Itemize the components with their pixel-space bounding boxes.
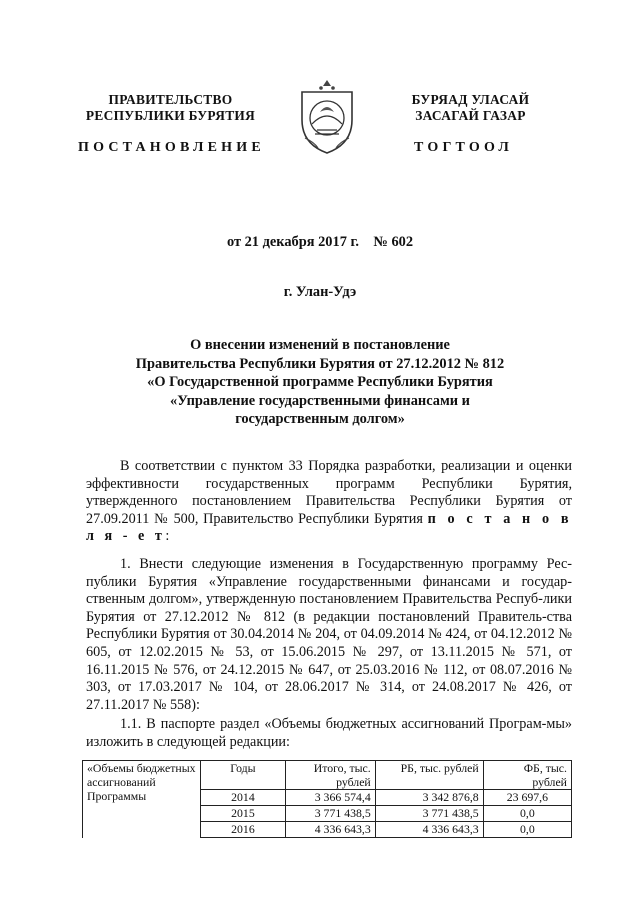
title-line: О внесении изменений в постановление — [190, 337, 450, 353]
doc-type-right: ТОГТООЛ — [414, 140, 514, 155]
budget-table — [82, 760, 572, 838]
cell-rb: 3 342 876,8 — [375, 790, 483, 806]
cell-rb: 4 336 643,3 — [375, 822, 483, 838]
row-label-cell: «Объемы бюджетных ассигнований Программы — [83, 761, 201, 838]
cell-total: 4 336 643,3 — [285, 822, 375, 838]
issuer-right — [388, 92, 553, 124]
item-1: 1. Внести следующие изменения в Государственную программу Рес-публики Бурятия «Управление государственными финансами и государ-ственным долгом», утвержденную постановлением Правительства Респуб-лики Бурятия от 27.12.2012 № 812 (в редакции постановлений Правитель-ства Республики Бурятия от 30.04.2014 № 204, от 04.09.2014 № 424, от 04.12.2012 № 605, от 12.02.2015 № 53, от 15.06.2015 № 297, от 13.11.2015 № 571, от 16.11.2015 № 576, от 24.12.2015 № 647, от 25.03.2016 № 112, от 08.07.2016 № 303, от 17.03.2017 № 104, от 28.06.2017 № 314, от 24.08.2017 № 426, от 27.11.2017 № 558): — [86, 556, 572, 713]
date-number: от 21 декабря 2017 г. № 602 — [226, 234, 414, 250]
table-header-row — [83, 761, 572, 790]
document-title — [0, 336, 640, 429]
header-total: Итого, тыс. рублей — [285, 761, 375, 790]
cell-fb: 0,0 — [483, 822, 571, 838]
title-line: Правительства Республики Бурятия от 27.12.2012 № 812 — [135, 355, 505, 372]
cell-year: 2015 — [201, 806, 285, 822]
title-line: «Управление государственными финансами и — [170, 392, 470, 409]
header-rb: РБ, тыс. рублей — [375, 761, 483, 790]
doc-type-left: ПОСТАНОВЛЕНИЕ — [78, 140, 265, 155]
city: г. Улан-Удэ — [283, 284, 357, 300]
cell-fb: 0,0 — [483, 806, 571, 822]
issuer-left — [78, 92, 263, 124]
cell-rb: 3 771 438,5 — [375, 806, 483, 822]
title-line: государственным долгом» — [235, 411, 405, 427]
issuer-left-line1: ПРАВИТЕЛЬСТВО — [108, 92, 233, 107]
header-fb: ФБ, тыс. рублей — [483, 761, 571, 790]
item-1-1: 1.1. В паспорте раздел «Объемы бюджетных ассигнований Програм-мы» изложить в следующей редакции: — [86, 716, 572, 750]
preamble-text: В соответствии с пунктом 33 Порядка разработки, реализации и оценки эффективности государственных программ Республики Бурятия, утвержденного постановлением Правительства Республики Бурятия от 27.09.2011 № 500, Правительство Республики Бурятия — [86, 458, 572, 527]
header-years: Годы — [201, 761, 285, 790]
cell-year: 2014 — [201, 790, 285, 806]
preamble — [86, 458, 572, 546]
issuer-right-line2: ЗАСАГАЙ ГАЗАР — [415, 108, 526, 123]
title-line: «О Государственной программе Республики Бурятия — [147, 374, 493, 390]
cell-year: 2016 — [201, 822, 285, 838]
cell-fb: 23 697,6 — [483, 790, 571, 806]
cell-total: 3 771 438,5 — [285, 806, 375, 822]
coat-of-arms-icon — [296, 78, 358, 156]
cell-total: 3 366 574,4 — [285, 790, 375, 806]
preamble-tail: : — [165, 528, 170, 545]
issuer-right-line1: БУРЯАД УЛАСАЙ — [411, 92, 530, 107]
decree-word: п о с т а н о в л я - е т — [86, 510, 572, 545]
issuer-left-line2: РЕСПУБЛИКИ БУРЯТИЯ — [85, 108, 256, 123]
